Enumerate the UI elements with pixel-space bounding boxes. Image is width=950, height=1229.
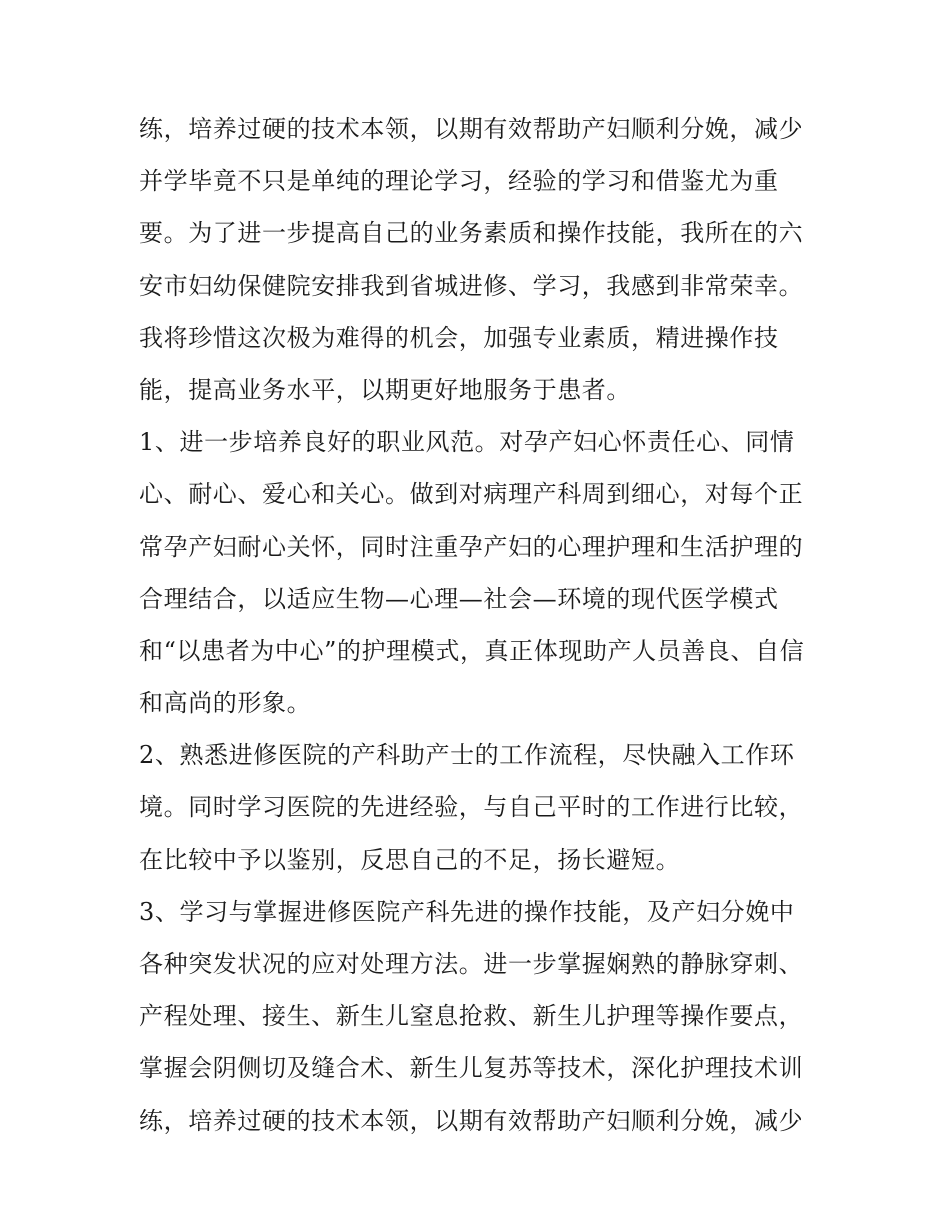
text-line: 我将珍惜这次极为难得的机会，加强专业素质，精进操作技 [139,323,779,352]
text-line: 并学毕竟不只是单纯的理论学习，经验的学习和借鉴尤为重 [139,167,779,196]
document-body [139,103,819,1147]
text-line: 常孕产妇耐心关怀，同时注重孕产妇的心理护理和生活护理的 [139,532,804,561]
text-line: 1、进一步培养良好的职业风范。对孕产妇心怀责任心、同情 [139,428,795,457]
text-line: 安市妇幼保健院安排我到省城进修、学习，我感到非常荣幸。 [139,271,804,300]
text-line: 能，提高业务水平，以期更好地服务于患者。 [139,375,631,404]
text-line: 产程处理、接生、新生儿窒息抢救、新生儿护理等操作要点， [139,1002,804,1031]
text-line: 练，培养过硬的技术本领，以期有效帮助产妇顺利分娩，减少 [139,115,804,143]
text-line: 和高尚的形象。 [139,689,312,718]
text-line: 要。为了进一步提高自己的业务素质和操作技能，我所在的六 [139,219,804,248]
text-line: 境。同时学习医院的先进经验，与自己平时的工作进行比较， [139,793,804,822]
text-line: 掌握会阴侧切及缝合术、新生儿复苏等技术，深化护理技术训 [139,1054,804,1083]
text-line: 心、耐心、爱心和关心。做到对病理产科周到细心，对每个正 [139,480,804,509]
text-line: 各种突发状况的应对处理方法。进一步掌握娴熟的静脉穿刺、 [139,950,804,978]
text-line: 和“以患者为中心”的护理模式，真正体现助产人员善良、自信 [139,636,805,665]
text-line: 练，培养过硬的技术本领，以期有效帮助产妇顺利分娩，减少 [139,1106,804,1135]
text-line: 在比较中予以鉴别，反思自己的不足，扬长避短。 [139,845,681,874]
text-line: 2、熟悉进修医院的产科助产士的工作流程，尽快融入工作环 [139,741,795,770]
text-line: 3、学习与掌握进修医院产科先进的操作技能，及产妇分娩中 [139,897,795,926]
text-line: 合理结合，以适应生物—心理—社会—环境的现代医学模式 [139,584,779,613]
